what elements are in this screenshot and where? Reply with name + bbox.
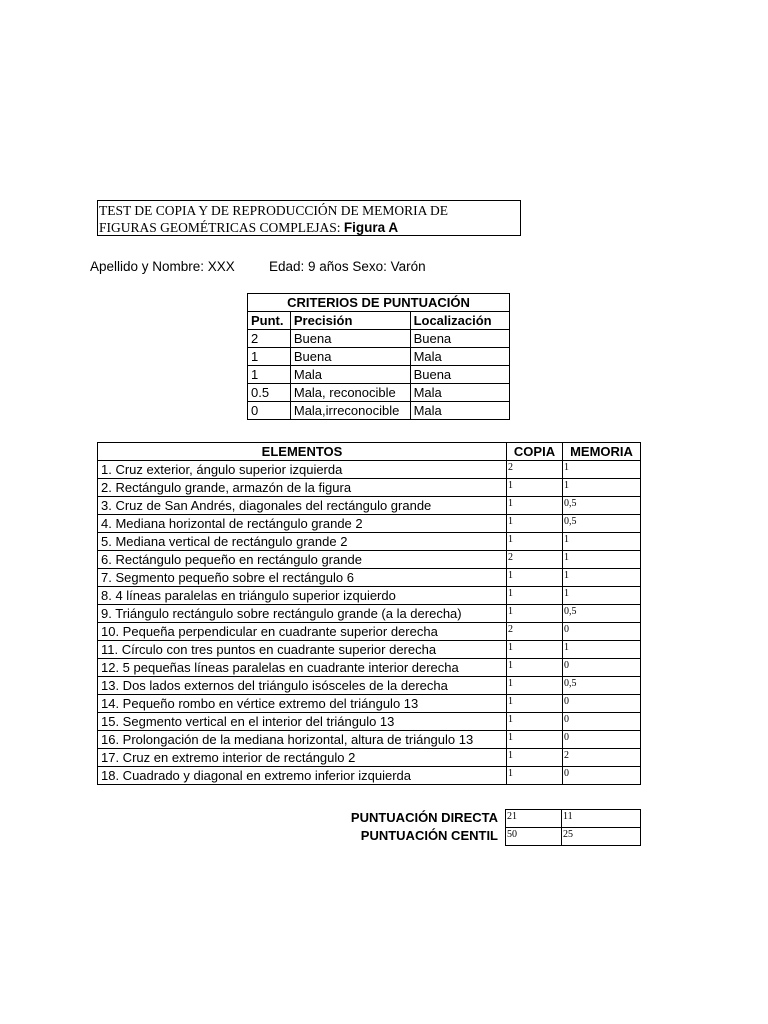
- criteria-row: [248, 384, 510, 402]
- criteria-row: [248, 402, 510, 420]
- element-memoria-score: 1: [563, 461, 641, 479]
- patient-info: [90, 259, 426, 274]
- element-copia-score: 2: [507, 461, 563, 479]
- element-description: 12. 5 pequeñas líneas paralelas en cuadrante interior derecha: [98, 659, 507, 677]
- centil-score-memoria: 25: [562, 828, 641, 846]
- criteria-header-row: [248, 312, 510, 330]
- element-memoria-score: 1: [563, 551, 641, 569]
- element-memoria-score: 0,5: [563, 497, 641, 515]
- elements-header-cell: MEMORIA: [563, 443, 641, 461]
- criteria-header-cell: Punt.: [248, 312, 291, 330]
- criteria-cell: Buena: [290, 348, 410, 366]
- element-copia-score: 1: [507, 695, 563, 713]
- centil-score-row: [506, 828, 641, 846]
- criteria-cell: Mala: [410, 384, 509, 402]
- element-description: 1. Cruz exterior, ángulo superior izquierda: [98, 461, 507, 479]
- criteria-cell: 0.5: [248, 384, 291, 402]
- element-copia-score: 1: [507, 713, 563, 731]
- element-description: 17. Cruz en extremo interior de rectángulo 2: [98, 749, 507, 767]
- element-memoria-score: 1: [563, 569, 641, 587]
- element-description: 14. Pequeño rombo en vértice extremo del triángulo 13: [98, 695, 507, 713]
- element-description: 8. 4 líneas paralelas en triángulo superior izquierdo: [98, 587, 507, 605]
- table-row: [98, 767, 641, 785]
- table-row: [98, 569, 641, 587]
- element-copia-score: 1: [507, 479, 563, 497]
- elements-header-cell: COPIA: [507, 443, 563, 461]
- element-memoria-score: 0: [563, 659, 641, 677]
- table-row: [98, 749, 641, 767]
- element-copia-score: 1: [507, 659, 563, 677]
- criteria-cell: Mala: [290, 366, 410, 384]
- table-row: [98, 461, 641, 479]
- table-row: [98, 515, 641, 533]
- element-memoria-score: 0: [563, 731, 641, 749]
- criteria-cell: Mala: [410, 348, 509, 366]
- element-memoria-score: 2: [563, 749, 641, 767]
- element-description: 16. Prolongación de la mediana horizontal, altura de triángulo 13: [98, 731, 507, 749]
- criteria-cell: 0: [248, 402, 291, 420]
- title-text: FIGURAS GEOMÉTRICAS COMPLEJAS:: [99, 220, 344, 235]
- element-copia-score: 1: [507, 587, 563, 605]
- criteria-cell: Mala, reconocible: [290, 384, 410, 402]
- element-memoria-score: 1: [563, 641, 641, 659]
- element-memoria-score: 0: [563, 695, 641, 713]
- table-row: [98, 659, 641, 677]
- element-description: 4. Mediana horizontal de rectángulo grande 2: [98, 515, 507, 533]
- table-row: [98, 605, 641, 623]
- criteria-cell: Buena: [410, 366, 509, 384]
- element-copia-score: 2: [507, 551, 563, 569]
- elements-header-cell: ELEMENTOS: [98, 443, 507, 461]
- element-copia-score: 1: [507, 677, 563, 695]
- criteria-cell: Mala: [410, 402, 509, 420]
- element-description: 2. Rectángulo grande, armazón de la figura: [98, 479, 507, 497]
- element-copia-score: 1: [507, 569, 563, 587]
- element-description: 13. Dos lados externos del triángulo isósceles de la derecha: [98, 677, 507, 695]
- element-memoria-score: 0: [563, 713, 641, 731]
- element-description: 15. Segmento vertical en el interior del triángulo 13: [98, 713, 507, 731]
- element-memoria-score: 0,5: [563, 515, 641, 533]
- title-line-1: TEST DE COPIA Y DE REPRODUCCIÓN DE MEMORIA DE: [99, 203, 449, 218]
- criteria-cell: Buena: [290, 330, 410, 348]
- direct-score-row: [506, 810, 641, 828]
- totals-table: [505, 809, 641, 846]
- direct-score-memoria: 11: [562, 810, 641, 828]
- centil-score-label: PUNTUACIÓN CENTIL: [360, 828, 498, 843]
- table-row: [98, 497, 641, 515]
- title-figure: Figura A: [343, 220, 399, 235]
- element-copia-score: 1: [507, 605, 563, 623]
- table-row: [98, 641, 641, 659]
- direct-score-copia: 21: [506, 810, 562, 828]
- criteria-cell: Mala,irreconocible: [290, 402, 410, 420]
- criteria-cell: 1: [248, 366, 291, 384]
- patient-age-sex: Edad: 9 años Sexo: Varón: [269, 259, 426, 274]
- criteria-cell: 2: [248, 330, 291, 348]
- table-row: [98, 731, 641, 749]
- element-memoria-score: 0,5: [563, 605, 641, 623]
- table-row: [98, 551, 641, 569]
- element-copia-score: 1: [507, 749, 563, 767]
- element-memoria-score: 1: [563, 479, 641, 497]
- criteria-row: [248, 348, 510, 366]
- table-row: [98, 479, 641, 497]
- table-row: [98, 695, 641, 713]
- document-title: [97, 200, 521, 236]
- criteria-caption: CRITERIOS DE PUNTUACIÓN: [248, 294, 510, 312]
- element-copia-score: 1: [507, 497, 563, 515]
- element-copia-score: 1: [507, 731, 563, 749]
- element-description: 9. Triángulo rectángulo sobre rectángulo grande (a la derecha): [98, 605, 507, 623]
- criteria-row: [248, 366, 510, 384]
- direct-score-label: PUNTUACIÓN DIRECTA: [350, 810, 498, 825]
- element-copia-score: 1: [507, 767, 563, 785]
- table-row: [98, 713, 641, 731]
- table-row: [98, 623, 641, 641]
- element-memoria-score: 0: [563, 767, 641, 785]
- criteria-row: [248, 330, 510, 348]
- element-description: 11. Círculo con tres puntos en cuadrante superior derecha: [98, 641, 507, 659]
- criteria-header-cell: Localización: [410, 312, 509, 330]
- title-line-2: [99, 219, 520, 236]
- element-memoria-score: 1: [563, 587, 641, 605]
- elements-table: [97, 442, 641, 785]
- patient-name: Apellido y Nombre: XXX: [90, 259, 235, 274]
- element-description: 3. Cruz de San Andrés, diagonales del rectángulo grande: [98, 497, 507, 515]
- element-memoria-score: 0,5: [563, 677, 641, 695]
- element-description: 6. Rectángulo pequeño en rectángulo grande: [98, 551, 507, 569]
- element-description: 18. Cuadrado y diagonal en extremo inferior izquierda: [98, 767, 507, 785]
- elements-header-row: [98, 443, 641, 461]
- element-copia-score: 2: [507, 623, 563, 641]
- centil-score-copia: 50: [506, 828, 562, 846]
- element-copia-score: 1: [507, 641, 563, 659]
- criteria-cell: Buena: [410, 330, 509, 348]
- element-description: 10. Pequeña perpendicular en cuadrante superior derecha: [98, 623, 507, 641]
- element-copia-score: 1: [507, 515, 563, 533]
- criteria-table: [247, 293, 510, 420]
- criteria-cell: 1: [248, 348, 291, 366]
- element-description: 7. Segmento pequeño sobre el rectángulo 6: [98, 569, 507, 587]
- element-memoria-score: 0: [563, 623, 641, 641]
- element-description: 5. Mediana vertical de rectángulo grande 2: [98, 533, 507, 551]
- table-row: [98, 587, 641, 605]
- element-memoria-score: 1: [563, 533, 641, 551]
- totals-labels: [300, 809, 498, 845]
- table-row: [98, 533, 641, 551]
- table-row: [98, 677, 641, 695]
- criteria-header-cell: Precisión: [290, 312, 410, 330]
- element-copia-score: 1: [507, 533, 563, 551]
